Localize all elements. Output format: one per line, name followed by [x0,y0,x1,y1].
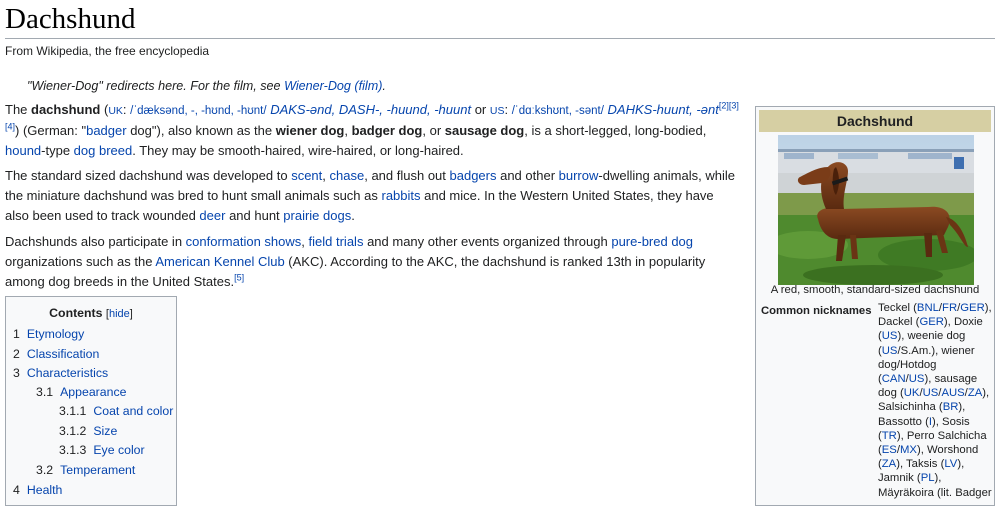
toc-number: 4 [13,483,20,497]
text: , is a short-legged, long-bodied, [524,123,707,138]
badger-link[interactable]: badger [86,123,127,138]
region-link[interactable]: PL [920,472,935,485]
text: ), Perro Salchicha ( [878,429,987,457]
respelling-us-link[interactable]: DAHKS-huunt, -ənt [607,102,719,117]
pure-bred-dog-link[interactable]: pure-bred dog [611,234,694,249]
region-link[interactable]: LV [944,458,958,471]
badgers-link[interactable]: badgers [449,168,497,183]
infobox-caption: A red, smooth, standard-sized dachshund [770,284,980,296]
toc-link-characteristics[interactable]: Characteristics [26,366,109,380]
text: / [938,387,942,400]
toc-item[interactable] [13,482,62,499]
text: / [964,387,968,400]
toc-link-eye-color[interactable]: Eye color [93,443,145,457]
text: dog"), also known as the [126,123,276,138]
text: ( [100,102,109,117]
hatnote-link[interactable]: Wiener-Dog (film) [284,79,383,93]
text: organizations such as the [5,254,156,269]
text: -type [41,143,74,158]
region-link[interactable]: GER [919,316,944,329]
toc-number: 3 [13,366,20,380]
conformation-shows-link[interactable]: conformation shows [185,234,302,249]
toc-title: Contents [49,306,103,320]
us-pronunciation-link[interactable]: US [489,105,505,117]
text: ), Dackel ( [878,302,992,329]
toc-hide-link[interactable]: hide [108,308,130,320]
toc-item[interactable] [59,423,117,440]
toc-link-classification[interactable]: Classification [26,347,100,361]
text: and many other events organized through [363,234,612,249]
text: . [351,208,355,223]
region-link[interactable]: ES [881,444,897,457]
region-link[interactable]: AUS [941,387,965,400]
text: . They may be smooth-haired, wire-haired, or long-haired. [132,143,464,158]
text: , [344,123,352,138]
region-link[interactable]: TR [881,429,897,442]
text: : [122,102,131,117]
region-link[interactable]: US [881,330,898,343]
hound-link[interactable]: hound [5,143,42,158]
text: ), Mäyräkoira (lit. Badger [878,472,992,499]
text: The standard sized dachshund was developed to [5,168,292,183]
text: ), sausage dog ( [878,373,978,400]
text: / [905,373,909,386]
region-link[interactable]: BR [942,401,959,414]
toc-item[interactable] [13,365,108,382]
region-link[interactable]: I [928,415,932,428]
toc-number: 3.1.3 [59,443,87,457]
bold-term: dachshund [31,102,101,117]
uk-pronunciation-link[interactable]: UK [108,105,123,117]
dog-breed-link[interactable]: dog breed [73,143,133,158]
text: ), Worshond ( [878,444,979,471]
text: ) (German: " [15,123,87,138]
text: -dwelling animals, while the miniature dachshund was bred to hunt small animals such as [5,168,735,203]
text: , [301,234,309,249]
text: Teckel ( [878,302,917,314]
american-kennel-club-link[interactable]: American Kennel Club [155,254,285,269]
ipa-us-link[interactable]: /ˈdɑːkshʊnt, -sənt/ [511,105,604,117]
toc-number: 1 [13,327,20,341]
text: , [322,168,330,183]
text: The [5,102,32,117]
text: and other [496,168,559,183]
text: or [471,102,490,117]
text: : [504,102,512,117]
infobox-value-nicknames [878,301,992,500]
toc-link-size[interactable]: Size [93,424,118,438]
text: / [938,302,943,314]
text: ), Jamnik ( [878,458,965,485]
deer-link[interactable]: deer [199,208,226,223]
page-title: Dachshund [5,3,136,35]
scent-link[interactable]: scent [291,168,323,183]
toc-item[interactable] [59,442,145,459]
intro-paragraph-2 [5,166,740,226]
infobox-title: Dachshund [759,110,991,132]
region-link[interactable]: BNL [916,302,939,314]
citation-refs[interactable]: [2][3][4] [5,100,739,132]
text: ), weenie dog ( [878,330,966,357]
region-link[interactable]: US [908,373,925,386]
bold-term: badger dog [351,123,423,138]
field-trials-link[interactable]: field trials [308,234,364,249]
toc-link-temperament[interactable]: Temperament [60,463,136,477]
burrow-link[interactable]: burrow [558,168,599,183]
toc-item[interactable] [59,403,173,420]
hatnote-end: . [382,79,386,93]
toc-link-etymology[interactable]: Etymology [26,327,85,341]
text: and hunt [225,208,284,223]
bracket: ] [129,308,133,320]
hatnote-text: "Wiener-Dog" redirects here. For the film, see [27,79,285,93]
text: , and flush out [364,168,450,183]
text: ), Sosis ( [878,415,970,442]
region-link[interactable]: MX [899,444,917,457]
region-link[interactable]: ZA [967,387,983,400]
toc-link-coat-and-color[interactable]: Coat and color [93,404,174,418]
bold-term: sausage dog [444,123,525,138]
toc-number: 3.1 [36,385,54,399]
bracket: [ [105,308,109,320]
toc-number: 3.2 [36,463,54,477]
citation-ref[interactable]: [5] [234,272,245,283]
toc-item[interactable] [13,346,99,363]
toc-number: 3.1.1 [59,404,87,418]
toc-number: 3.1.2 [59,424,87,438]
region-link[interactable]: US [922,387,939,400]
intro-paragraph-1 [5,100,740,161]
toc-item[interactable] [13,326,84,343]
text: , or [422,123,445,138]
text: ), Taksis ( [896,458,945,471]
table-of-contents [5,296,177,506]
ipa-uk-link[interactable]: /ˈdæksənd, -, -hʊnd, -hʊnt/ [130,105,267,117]
toc-item[interactable] [36,384,126,401]
text: / [957,302,961,314]
chase-link[interactable]: chase [329,168,365,183]
respelling-uk-link[interactable]: DAKS-ənd, DASH-, -huund, -huunt [270,102,472,117]
dachshund-photo[interactable] [778,135,974,285]
text: ), Doxie ( [878,316,983,343]
infobox-label-nicknames: Common nicknames [761,305,872,317]
infobox [755,106,995,506]
text: (AKC). According to the AKC, the dachshund is ranked 13th in popularity among dog breeds in the United States. [5,254,706,289]
text: Dachshunds also participate in [5,234,186,249]
region-link[interactable]: ZA [881,458,897,471]
toc-header [6,305,176,322]
toc-link-appearance[interactable]: Appearance [60,385,127,399]
bold-term: wiener dog [275,123,345,138]
toc-item[interactable] [36,462,135,479]
rabbits-link[interactable]: rabbits [381,188,421,203]
text: ), Bassotto ( [878,401,966,428]
text: / [896,444,900,457]
toc-link-health[interactable]: Health [26,483,63,497]
region-link[interactable]: GER [960,302,985,314]
title-divider [5,38,995,39]
region-link[interactable]: UK [903,387,920,400]
text: ), Salsichinha ( [878,387,990,414]
intro-paragraph-3 [5,232,740,292]
tagline: From Wikipedia, the free encyclopedia [5,44,210,58]
toc-hide-toggle [106,308,133,320]
region-link[interactable]: FR [942,302,958,314]
text: / [919,387,923,400]
region-link[interactable]: US [881,344,898,357]
toc-number: 2 [13,347,20,361]
text: and mice. In the Western United States, they have also been used to track wounded [5,188,714,223]
hatnote [27,77,386,95]
text: /S.Am.), wiener dog/Hotdog ( [878,344,975,386]
region-link[interactable]: CAN [881,373,906,386]
prairie-dogs-link[interactable]: prairie dogs [283,208,352,223]
